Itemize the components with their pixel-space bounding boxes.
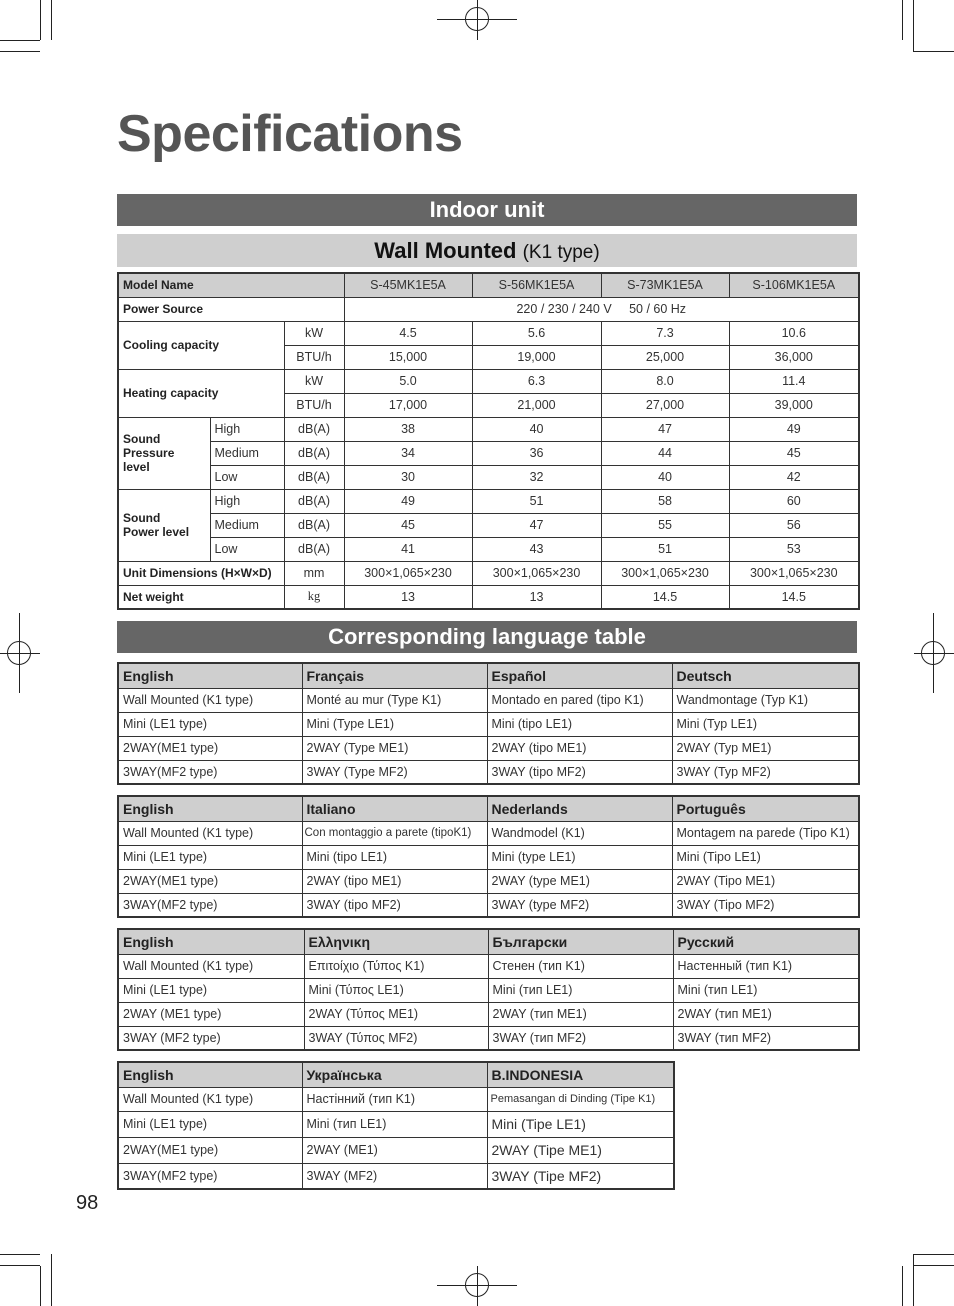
table-cell: Настенный (тип K1) xyxy=(673,954,859,978)
table-row xyxy=(118,1002,859,1026)
value-cell: 10.6 xyxy=(729,321,859,345)
registration-line xyxy=(933,613,934,693)
unit-cell: dB(A) xyxy=(284,417,344,441)
table-cell: Con montaggio a parete (tipoK1) xyxy=(302,821,487,845)
table-row xyxy=(118,1163,674,1189)
wall-mounted-heading xyxy=(117,234,857,267)
table-cell: 2WAY (ME1) xyxy=(302,1137,487,1163)
language-table xyxy=(117,662,860,785)
table-cell: Wandmodel (K1) xyxy=(487,821,672,845)
crop-mark xyxy=(0,40,40,41)
crop-mark xyxy=(902,1266,903,1306)
page-title: Specifications xyxy=(117,105,463,163)
table-row xyxy=(118,712,859,736)
crop-mark xyxy=(40,1266,41,1306)
heating-capacity-label: Heating capacity xyxy=(118,369,284,417)
level-cell: Low xyxy=(210,537,284,561)
table-cell: Mini (type LE1) xyxy=(487,845,672,869)
table-cell: Mini (LE1 type) xyxy=(118,845,302,869)
value-cell: 13 xyxy=(472,585,601,609)
value-cell: 15,000 xyxy=(344,345,472,369)
value-cell: 5.0 xyxy=(344,369,472,393)
table-cell: Стенен (тип K1) xyxy=(488,954,673,978)
table-cell: 2WAY (тип ME1) xyxy=(488,1002,673,1026)
table-row xyxy=(118,736,859,760)
sound-power-label: Sound Power level xyxy=(118,489,210,561)
table-cell: Mini (тип LE1) xyxy=(673,978,859,1002)
table-row xyxy=(118,821,859,845)
table-cell: 3WAY (Tipe MF2) xyxy=(487,1163,674,1189)
table-cell: 2WAY (tipo ME1) xyxy=(487,736,672,760)
language-table xyxy=(117,928,860,1051)
unit-cell: BTU/h xyxy=(284,345,344,369)
table-cell: 3WAY (тип MF2) xyxy=(488,1026,673,1050)
crop-mark xyxy=(913,0,914,52)
language-table-heading: Corresponding language table xyxy=(117,621,857,653)
spec-table xyxy=(117,272,860,610)
table-header-row xyxy=(118,1062,674,1087)
table-row xyxy=(118,954,859,978)
value-cell: 21,000 xyxy=(472,393,601,417)
level-cell: Medium xyxy=(210,441,284,465)
table-cell: 2WAY (type ME1) xyxy=(487,869,672,893)
value-cell: 60 xyxy=(729,489,859,513)
table-cell: 3WAY (MF2) xyxy=(302,1163,487,1189)
value-cell: 36,000 xyxy=(729,345,859,369)
column-header: Русский xyxy=(673,929,859,954)
table-cell: Mini (Τύπος LE1) xyxy=(304,978,488,1002)
column-header: Ελληνικη xyxy=(304,929,488,954)
table-row xyxy=(118,321,859,345)
unit-cell: kg xyxy=(284,585,344,609)
sound-pressure-label: Sound Pressure level xyxy=(118,417,210,489)
value-cell: 58 xyxy=(601,489,729,513)
value-cell: 45 xyxy=(729,441,859,465)
table-cell: Mini (LE1 type) xyxy=(118,978,304,1002)
registration-line xyxy=(477,0,478,40)
table-cell: 3WAY (MF2 type) xyxy=(118,1026,304,1050)
value-cell: 300×1,065×230 xyxy=(601,561,729,585)
table-row xyxy=(118,869,859,893)
model-cell: S-73MK1E5A xyxy=(601,273,729,297)
table-cell: 2WAY (ME1 type) xyxy=(118,1002,304,1026)
column-header: Português xyxy=(672,796,859,821)
table-cell: Wall Mounted (K1 type) xyxy=(118,1087,302,1111)
column-header: B.INDONESIA xyxy=(487,1062,674,1087)
value-cell: 300×1,065×230 xyxy=(729,561,859,585)
crop-mark xyxy=(902,0,903,40)
table-row xyxy=(118,465,859,489)
value-cell: 14.5 xyxy=(601,585,729,609)
unit-cell: kW xyxy=(284,369,344,393)
table-cell: 2WAY (Tipo ME1) xyxy=(672,869,859,893)
table-row xyxy=(118,845,859,869)
table-row xyxy=(118,417,859,441)
value-cell: 7.3 xyxy=(601,321,729,345)
value-cell: 47 xyxy=(601,417,729,441)
value-cell: 14.5 xyxy=(729,585,859,609)
registration-line xyxy=(19,613,20,693)
value-cell: 11.4 xyxy=(729,369,859,393)
table-header-row xyxy=(118,663,859,688)
table-cell: Mini (Typ LE1) xyxy=(672,712,859,736)
table-cell: Mini (тип LE1) xyxy=(302,1111,487,1137)
table-cell: 2WAY (Τύπος ME1) xyxy=(304,1002,488,1026)
table-cell: Wall Mounted (K1 type) xyxy=(118,688,302,712)
column-header: Italiano xyxy=(302,796,487,821)
value-cell: 43 xyxy=(472,537,601,561)
level-cell: High xyxy=(210,417,284,441)
table-cell: 2WAY(ME1 type) xyxy=(118,869,302,893)
column-header: Nederlands xyxy=(487,796,672,821)
unit-cell: dB(A) xyxy=(284,465,344,489)
level-cell: Low xyxy=(210,465,284,489)
table-cell: Wall Mounted (K1 type) xyxy=(118,821,302,845)
table-cell: 2WAY (tipo ME1) xyxy=(302,869,487,893)
table-cell: 2WAY (Type ME1) xyxy=(302,736,487,760)
value-cell: 39,000 xyxy=(729,393,859,417)
value-cell: 45 xyxy=(344,513,472,537)
model-cell: S-56MK1E5A xyxy=(472,273,601,297)
value-cell: 8.0 xyxy=(601,369,729,393)
unit-cell: BTU/h xyxy=(284,393,344,417)
unit-cell: dB(A) xyxy=(284,537,344,561)
model-cell: S-106MK1E5A xyxy=(729,273,859,297)
table-cell: Wall Mounted (K1 type) xyxy=(118,954,304,978)
table-header-row xyxy=(118,796,859,821)
page-number: 98 xyxy=(76,1192,99,1214)
value-cell: 55 xyxy=(601,513,729,537)
value-cell: 47 xyxy=(472,513,601,537)
power-source-label: Power Source xyxy=(118,297,344,321)
table-row xyxy=(118,978,859,1002)
value-cell: 36 xyxy=(472,441,601,465)
table-row xyxy=(118,513,859,537)
value-cell: 51 xyxy=(472,489,601,513)
column-header: Български xyxy=(488,929,673,954)
registration-line xyxy=(914,653,954,654)
value-cell: 5.6 xyxy=(472,321,601,345)
table-cell: 3WAY (Typ MF2) xyxy=(672,760,859,784)
value-cell: 30 xyxy=(344,465,472,489)
table-cell: 3WAY (Τύπος MF2) xyxy=(304,1026,488,1050)
table-cell: 3WAY(MF2 type) xyxy=(118,1163,302,1189)
wall-mounted-heading-suffix: (K1 type) xyxy=(522,242,600,263)
value-cell: 51 xyxy=(601,537,729,561)
value-cell: 300×1,065×230 xyxy=(344,561,472,585)
crop-mark xyxy=(51,1254,52,1306)
value-cell: 40 xyxy=(601,465,729,489)
table-cell: 3WAY (тип MF2) xyxy=(673,1026,859,1050)
language-table xyxy=(117,795,860,918)
table-cell: 3WAY (Tipo MF2) xyxy=(672,893,859,917)
table-cell: Mini (тип LE1) xyxy=(488,978,673,1002)
value-cell: 41 xyxy=(344,537,472,561)
unit-cell: dB(A) xyxy=(284,489,344,513)
table-row xyxy=(118,297,859,321)
value-cell: 34 xyxy=(344,441,472,465)
table-cell: Pemasangan di Dinding (Tipe K1) xyxy=(487,1087,674,1111)
value-cell: 56 xyxy=(729,513,859,537)
table-cell: 2WAY(ME1 type) xyxy=(118,1137,302,1163)
table-cell: Mini (LE1 type) xyxy=(118,712,302,736)
table-cell: Настінний (тип K1) xyxy=(302,1087,487,1111)
level-cell: High xyxy=(210,489,284,513)
crop-mark xyxy=(0,1254,40,1255)
table-row xyxy=(118,1111,674,1137)
table-cell: 2WAY(ME1 type) xyxy=(118,736,302,760)
crop-mark xyxy=(914,1254,954,1255)
language-table xyxy=(117,1061,675,1190)
column-header: English xyxy=(118,929,304,954)
model-cell: S-45MK1E5A xyxy=(344,273,472,297)
table-cell: Wandmontage (Typ K1) xyxy=(672,688,859,712)
value-cell: 32 xyxy=(472,465,601,489)
column-header: Deutsch xyxy=(672,663,859,688)
table-row xyxy=(118,537,859,561)
table-cell: Mini (Type LE1) xyxy=(302,712,487,736)
table-row xyxy=(118,760,859,784)
table-row xyxy=(118,1026,859,1050)
table-row xyxy=(118,1087,674,1111)
unit-cell: mm xyxy=(284,561,344,585)
table-cell: Monté au mur (Type K1) xyxy=(302,688,487,712)
unit-cell: kW xyxy=(284,321,344,345)
value-cell: 40 xyxy=(472,417,601,441)
value-cell: 42 xyxy=(729,465,859,489)
table-header-row xyxy=(118,929,859,954)
cooling-capacity-label: Cooling capacity xyxy=(118,321,284,369)
table-cell: Επιτοίχιο (Τύπος K1) xyxy=(304,954,488,978)
net-weight-label: Net weight xyxy=(118,585,284,609)
table-cell: 2WAY (тип ME1) xyxy=(673,1002,859,1026)
table-row xyxy=(118,273,859,297)
table-cell: 2WAY (Tipe ME1) xyxy=(487,1137,674,1163)
crop-mark xyxy=(913,1254,914,1306)
table-row xyxy=(118,369,859,393)
value-cell: 49 xyxy=(729,417,859,441)
table-cell: Mini (Tipe LE1) xyxy=(487,1111,674,1137)
value-cell: 4.5 xyxy=(344,321,472,345)
level-cell: Medium xyxy=(210,513,284,537)
value-cell: 6.3 xyxy=(472,369,601,393)
table-cell: 3WAY(MF2 type) xyxy=(118,893,302,917)
table-row xyxy=(118,688,859,712)
unit-dimensions-label: Unit Dimensions (H×W×D) xyxy=(118,561,284,585)
value-cell: 300×1,065×230 xyxy=(472,561,601,585)
table-cell: Mini (tipo LE1) xyxy=(487,712,672,736)
table-row xyxy=(118,585,859,609)
crop-mark xyxy=(0,51,40,52)
column-header: Español xyxy=(487,663,672,688)
table-cell: Mini (Tipo LE1) xyxy=(672,845,859,869)
crop-mark xyxy=(914,1265,954,1266)
column-header: English xyxy=(118,796,302,821)
table-cell: 3WAY (tipo MF2) xyxy=(302,893,487,917)
table-cell: 3WAY(MF2 type) xyxy=(118,760,302,784)
crop-mark xyxy=(0,1265,40,1266)
column-header: English xyxy=(118,663,302,688)
column-header: English xyxy=(118,1062,302,1087)
table-row xyxy=(118,893,859,917)
table-cell: Montagem na parede (Tipo K1) xyxy=(672,821,859,845)
crop-mark xyxy=(914,51,954,52)
registration-line xyxy=(477,1266,478,1306)
unit-cell: dB(A) xyxy=(284,441,344,465)
unit-cell: dB(A) xyxy=(284,513,344,537)
model-name-label: Model Name xyxy=(118,273,344,297)
value-cell: 44 xyxy=(601,441,729,465)
table-cell: Montado en pared (tipo K1) xyxy=(487,688,672,712)
wall-mounted-heading-bold: Wall Mounted xyxy=(374,238,517,263)
power-source-value: 220 / 230 / 240 V 50 / 60 Hz xyxy=(344,297,859,321)
registration-line xyxy=(0,653,40,654)
column-header: Українська xyxy=(302,1062,487,1087)
value-cell: 25,000 xyxy=(601,345,729,369)
table-row xyxy=(118,441,859,465)
value-cell: 38 xyxy=(344,417,472,441)
table-row xyxy=(118,1137,674,1163)
value-cell: 13 xyxy=(344,585,472,609)
value-cell: 49 xyxy=(344,489,472,513)
value-cell: 53 xyxy=(729,537,859,561)
table-cell: 3WAY (tipo MF2) xyxy=(487,760,672,784)
table-row xyxy=(118,561,859,585)
value-cell: 19,000 xyxy=(472,345,601,369)
crop-mark xyxy=(40,0,41,40)
table-cell: 3WAY (type MF2) xyxy=(487,893,672,917)
table-cell: 2WAY (Typ ME1) xyxy=(672,736,859,760)
table-cell: Mini (tipo LE1) xyxy=(302,845,487,869)
indoor-unit-heading: Indoor unit xyxy=(117,194,857,226)
table-row xyxy=(118,489,859,513)
value-cell: 17,000 xyxy=(344,393,472,417)
value-cell: 27,000 xyxy=(601,393,729,417)
table-cell: 3WAY (Type MF2) xyxy=(302,760,487,784)
column-header: Français xyxy=(302,663,487,688)
crop-mark xyxy=(51,0,52,40)
table-cell: Mini (LE1 type) xyxy=(118,1111,302,1137)
